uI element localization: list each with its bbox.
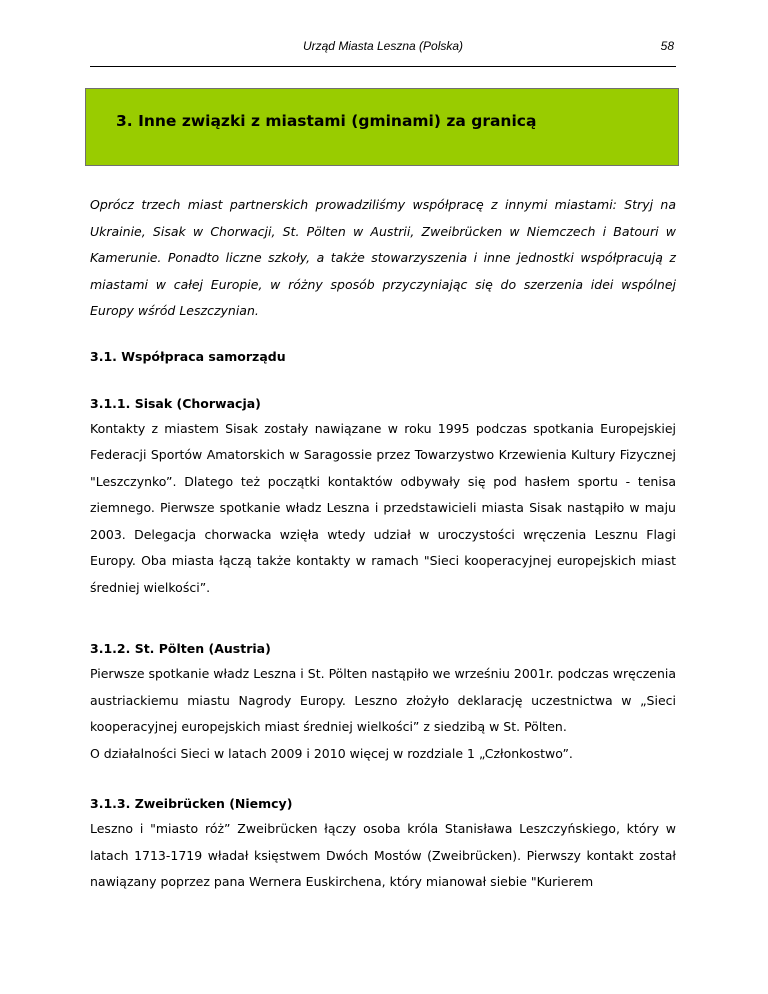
section-3-1-1-heading: 3.1.1. Sisak (Chorwacja) xyxy=(90,395,261,411)
section-3-1-2-body: Pierwsze spotkanie władz Leszna i St. Pölten nastąpiło we wrześniu 2001r. podczas wręczenia austriackiemu miastu Nagrody Europy. Leszno złożyło deklarację uczestnictwa w „Sieci kooperacyjnej europejskich miast średniej wielkości” z siedzibą w St. Pölten. xyxy=(90,666,676,734)
section-3-1-1-body: Kontakty z miastem Sisak zostały nawiązane w roku 1995 podczas spotkania Europejskiej Federacji Sportów Amatorskich w Saragossie przez Towarzystwo Krzewienia Kultury Fizycznej "Leszczynko”. Dlatego też początki kontaktów odbywały się pod hasłem sportu - tenisa ziemnego. Pierwsze spotkanie władz Leszna i przedstawicieli miasta Sisak nastąpiło w maju 2003. Delegacja chorwacka wzięła wtedy udział w uroczystości wręczenia Lesznu Flagi Europy. Oba miasta łączą także kontakty w ramach "Sieci kooperacyjnej europejskich miast średniej wielkości”. xyxy=(90,420,676,595)
chapter-banner xyxy=(85,88,679,166)
section-3-1-heading: 3.1. Współpraca samorządu xyxy=(90,348,286,364)
section-3-1-3-heading: 3.1.3. Zweibrücken (Niemcy) xyxy=(90,796,293,811)
section-3-1-3-body: Leszno i "miasto róż” Zweibrücken łączy osoba króla Stanisława Leszczyńskiego, który w latach 1713-1719 władał księstwem Dwóch Mostów (Zweibrücken). Pierwszy kontakt został nawiązany poprzez pana Wernera Euskirchena, który mianował siebie "Kurierem xyxy=(90,821,676,889)
intro-paragraph: Oprócz trzech miast partnerskich prowadziliśmy współpracę z innymi miastami: Stryj na Ukrainie, Sisak w Chorwacji, St. Pölten w Austrii, Zweibrücken w Niemczech i Batouri w Kamerunie. Ponadto liczne szkoły, a także stowarzyszenia i inne jednostki współpracują z miastami w całej Europie, w różny sposób przyczyniając się do szerzenia idei wspólnej Europy wśród Leszczynian. xyxy=(90,197,676,318)
chapter-heading: 3. Inne związki z miastami (gminami) za granicą xyxy=(116,112,537,130)
section-3-1-2-heading: 3.1.2. St. Pölten (Austria) xyxy=(90,641,271,656)
header-title: Urząd Miasta Leszna (Polska) xyxy=(302,39,464,53)
header-rule xyxy=(90,66,676,67)
page-number: 58 xyxy=(660,39,674,53)
document-body xyxy=(90,192,676,896)
section-3-1-2-body2: O działalności Sieci w latach 2009 i 2010 więcej w rozdziale 1 „Członkostwo”. xyxy=(90,745,573,761)
